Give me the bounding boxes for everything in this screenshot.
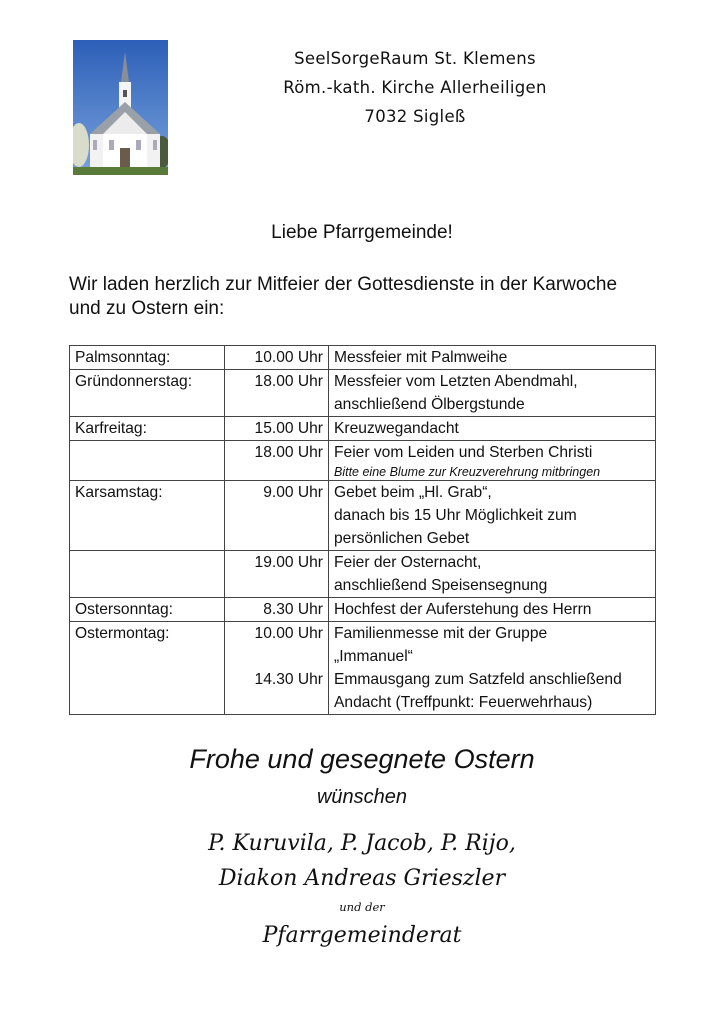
description-cell	[329, 598, 656, 622]
table-row	[70, 417, 656, 441]
description-line: anschließend Ölbergstunde	[334, 396, 525, 413]
description-cell	[329, 481, 656, 551]
day-cell	[70, 551, 225, 598]
intro-text	[69, 273, 669, 321]
description-cell	[329, 346, 656, 370]
table-row	[70, 441, 656, 481]
flower-note: Bitte eine Blume zur Kreuzverehrung mitbringen	[334, 465, 601, 479]
description-line: Feier vom Leiden und Sterben Christi	[334, 444, 593, 461]
description-line: Andacht (Treffpunkt: Feuerwehrhaus)	[334, 694, 593, 711]
day-cell: Ostersonntag:	[70, 598, 225, 622]
time-line: 10.00 Uhr	[254, 625, 323, 642]
easter-wish-verb: wünschen	[316, 786, 408, 808]
greeting: Liebe Pfarrgemeinde!	[271, 222, 453, 243]
description-line: Feier der Osternacht,	[334, 554, 482, 571]
intro-line-1: Wir laden herzlich zur Mitfeier der Gottesdienste in der Karwoche	[69, 274, 618, 295]
day-cell: Karfreitag:	[70, 417, 225, 441]
time-cell: 18.00 Uhr	[225, 441, 329, 481]
description-line: anschließend Speisensegnung	[334, 577, 548, 594]
description-cell	[329, 441, 656, 481]
description-line: Messfeier mit Palmweihe	[334, 349, 508, 366]
time-line: 14.30 Uhr	[254, 671, 323, 688]
signature-council: Pfarrgemeinderat	[262, 923, 462, 948]
description-cell	[329, 370, 656, 417]
description-line: persönlichen Gebet	[334, 530, 470, 547]
table-row	[70, 598, 656, 622]
day-cell: Karsamstag:	[70, 481, 225, 551]
day-cell: Palmsonntag:	[70, 346, 225, 370]
time-cell: 19.00 Uhr	[225, 551, 329, 598]
description-cell	[329, 551, 656, 598]
table-row	[70, 346, 656, 370]
time-cell: 10.00 Uhr	[225, 346, 329, 370]
description-line: „Immanuel“	[334, 648, 413, 665]
table-row	[70, 481, 656, 551]
header-line-1: SeelSorgeRaum St. Klemens	[294, 49, 536, 68]
description-line: Gebet beim „Hl. Grab“,	[334, 484, 492, 501]
service-schedule-table	[69, 345, 656, 715]
time-cell	[225, 622, 329, 715]
header-line-3: 7032 Sigleß	[364, 107, 466, 126]
signature-connector: und der	[339, 900, 385, 914]
header-line-2: Röm.-kath. Kirche Allerheiligen	[283, 78, 547, 97]
time-cell: 18.00 Uhr	[225, 370, 329, 417]
intro-line-2: und zu Ostern ein:	[69, 298, 225, 319]
signature-priests: P. Kuruvila, P. Jacob, P. Rijo,	[208, 831, 516, 856]
time-cell: 8.30 Uhr	[225, 598, 329, 622]
time-cell: 15.00 Uhr	[225, 417, 329, 441]
description-line: Emmausgang zum Satzfeld anschließend	[334, 671, 622, 688]
time-cell: 9.00 Uhr	[225, 481, 329, 551]
description-cell	[329, 417, 656, 441]
description-line: Messfeier vom Letzten Abendmahl,	[334, 373, 578, 390]
easter-wish: Frohe und gesegnete Ostern	[189, 744, 535, 774]
table-row	[70, 370, 656, 417]
description-cell	[329, 622, 656, 715]
description-line: Familienmesse mit der Gruppe	[334, 625, 548, 642]
description-line: Kreuzwegandacht	[334, 420, 459, 437]
description-line: danach bis 15 Uhr Möglichkeit zum	[334, 507, 577, 524]
day-cell	[70, 441, 225, 481]
parish-header	[230, 44, 600, 131]
church-photo	[73, 40, 168, 175]
table-row	[70, 622, 656, 715]
signature-deacon: Diakon Andreas Grieszler	[218, 866, 506, 891]
table-row	[70, 551, 656, 598]
day-cell: Ostermontag:	[70, 622, 225, 715]
day-cell: Gründonnerstag:	[70, 370, 225, 417]
description-line: Hochfest der Auferstehung des Herrn	[334, 601, 592, 618]
